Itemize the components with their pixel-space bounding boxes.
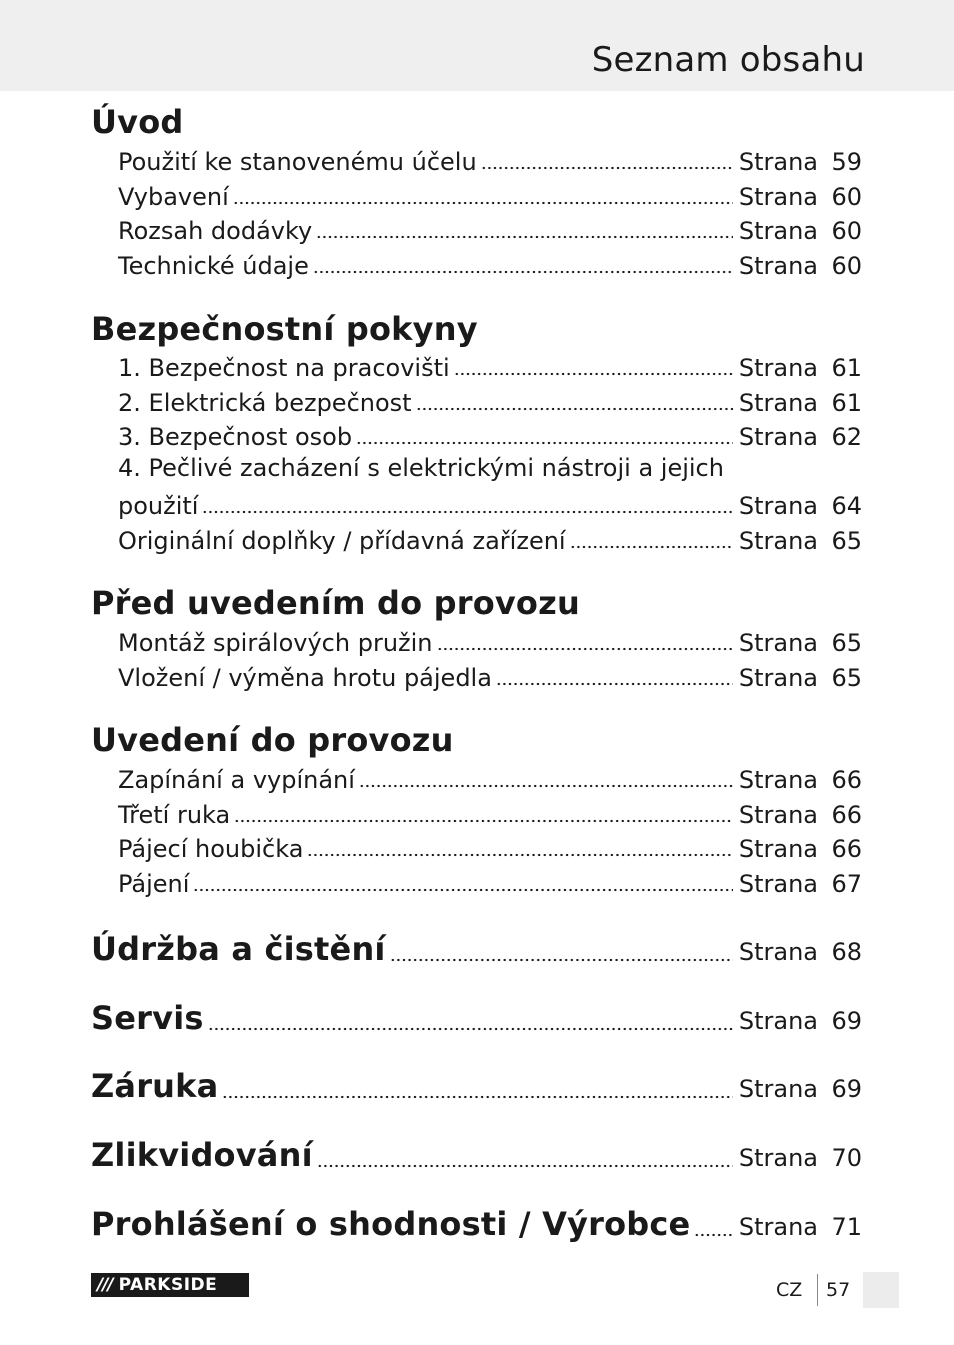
section-heading: Uvedení do provozu [91,721,454,759]
dot-leader [356,425,733,445]
dot-leader [233,185,733,205]
footer-divider [817,1274,818,1306]
toc-entry[interactable]: 1. Bezpečnost na pracovišti Strana 61 [118,354,862,382]
toc-entry-continued[interactable]: 4. Pečlivé zacházení s elektrickými nástroji a jejich [118,454,724,482]
footer-page-number: 57 [826,1279,851,1301]
toc-top-entry[interactable]: Záruka Strana 69 [91,1067,862,1105]
toc-entry[interactable]: Vybavení Strana 60 [118,183,862,211]
dot-leader [454,356,733,376]
dot-leader [416,391,733,411]
section-heading: Úvod [91,103,184,141]
toc-entry[interactable]: Rozsah dodávky Strana 60 [118,217,862,245]
dot-leader [222,1079,732,1099]
dot-leader [359,768,733,788]
dot-leader [307,837,732,857]
dot-leader [570,529,733,549]
toc-entry[interactable]: Technické údaje Strana 60 [118,252,862,280]
page-header [0,0,954,91]
toc-entry[interactable]: Montáž spirálových pružin Strana 65 [118,629,862,657]
toc-entry[interactable]: Zapínání a vypínání Strana 66 [118,766,862,794]
dot-leader [496,666,733,686]
dot-leader [316,219,733,239]
dot-leader [208,1011,733,1031]
dot-leader [694,1217,732,1237]
dot-leader [317,1148,733,1168]
toc-entry[interactable]: Pájecí houbička Strana 66 [118,835,862,863]
section-heading: Před uvedením do provozu [91,584,580,622]
dot-leader [202,494,732,514]
toc-top-entry[interactable]: Údržba a čistění Strana 68 [91,930,862,968]
toc-entry[interactable]: Vložení / výměna hrotu pájedla Strana 65 [118,664,862,692]
toc-entry[interactable]: Pájení Strana 67 [118,870,862,898]
dot-leader [234,803,733,823]
page-title: Seznam obsahu [591,40,865,80]
toc-entry[interactable]: použití Strana 64 [118,492,862,520]
toc-top-entry[interactable]: Zlikvidování Strana 70 [91,1136,862,1174]
toc-top-entry[interactable]: Servis Strana 69 [91,999,862,1037]
toc-entry[interactable]: Originální doplňky / přídavná zařízení Strana 65 [118,527,862,555]
toc-entry[interactable]: 3. Bezpečnost osob Strana 62 [118,423,862,451]
dot-leader [481,150,733,170]
dot-leader [313,254,733,274]
footer-language: CZ [776,1279,803,1301]
dot-leader [390,942,733,962]
section-heading: Bezpečnostní pokyny [91,310,478,348]
dot-leader [437,631,733,651]
footer-tab-box [863,1272,899,1308]
dot-leader [193,872,732,892]
toc-entry[interactable]: 2. Elektrická bezpečnost Strana 61 [118,389,862,417]
toc-entry[interactable]: Použití ke stanovenému účelu Strana 59 [118,148,862,176]
toc-top-entry[interactable]: Prohlášení o shodnosti / Výrobce Strana 71 [91,1205,862,1243]
toc-entry[interactable]: Třetí ruka Strana 66 [118,801,862,829]
parkside-logo: /// PARKSIDE [91,1273,249,1297]
